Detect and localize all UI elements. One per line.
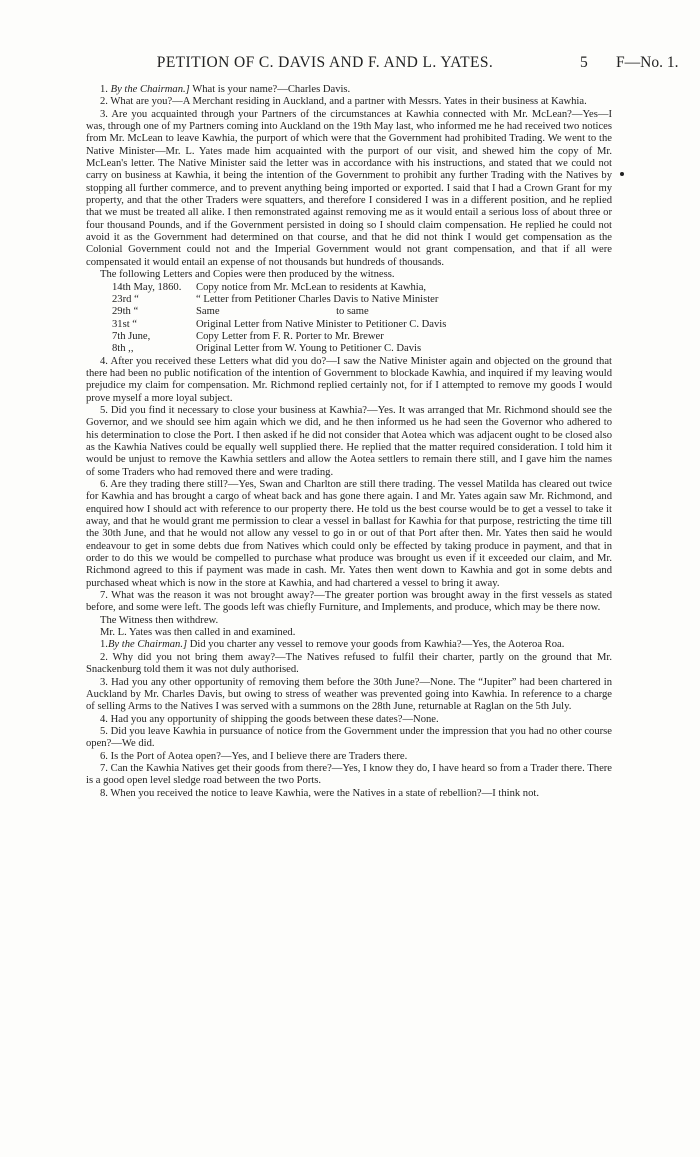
davis-question-3: 3. Are you acquainted through your Partners of the circumstances at Kawhia connected with Mr. McLean?—Yes—I was, through one of my Partners coming into Auckland on the 19th May last, who informed me he had received two notices from Mr. McLean to leave Kawhia, the purport of which were that the Government had prohibited Trading. We went to the Native Minister—Mr. L. Yates made him acquainted with the purport of our visit, and shewed him the copy of Mr. McLean's letter. The Native Minister said the letter was in accordance with his instructions, and stated that we could not carry on business at Kawhia, it being the intention of the Government to prohibit any further Trading with the Natives by stopping all further commerce, and to prevent anything being imported or exported. I said that I had a Crown Grant for my property, and that the other Traders were squatters, and therefore I considered I was in a different position, and he replied that we must be treated all alike. I then remonstrated against removing me as it would entail a serious loss of about three or four thousand Pounds, and if the Government persisted in doing so I should claim compensation. He replied he could not avoid it as the Government had determined on that course, and that he did not think I would get compensation as the Colonial Government could not and the Imperial Government would not grant compensation, and that if all were compensated it would entail an expense of not thousands but hundreds of thousands. <box>86 108 612 268</box>
letters-list <box>112 282 612 356</box>
yates-question-3: 3. Had you any other opportunity of removing them before the 30th June?—None. The “Jupiter” had been chartered in Auckland by Mr. Charles Davis, but owing to stress of weather was prevented going into Kawhia. In reference to a charge of selling Arms to the Natives I was served with a summons on the 28th June, returnable at Raglan on the 5th July. <box>86 676 612 713</box>
letters-intro: The following Letters and Copies were then produced by the witness. <box>100 269 395 281</box>
yates-question-8: 8. When you received the notice to leave Kawhia, were the Natives in a state of rebellion?—I think not. <box>100 787 539 799</box>
letter-item: 14th May, 1860. Copy notice from Mr. McLean to residents at Kawhia, <box>112 281 427 293</box>
davis-question-5: 5. Did you find it necessary to close your business at Kawhia?—Yes. It was arranged that Mr. Richmond should see the Governor, and we should see him again which we did, and he then informed us he had seen the Governor who adhered to his determination to close the Port. I then asked if he did not consider that Aotea which was adjacent ought to be closed also as the Kawhia Natives could be equally well supplied there. He replied that the matter required consideration. I told him it would be unjust to remove the Kawhia settlers and allow the Aotea settlers to remain there still, and I gave him the names of some Traders who had removed there and were trading. <box>86 404 612 478</box>
davis-question-1: 1. By the Chairman.] What is your name?—Charles Davis. <box>100 84 351 95</box>
letter-item: 23rd “ “ Letter from Petitioner Charles Davis to Native Minister <box>112 293 439 305</box>
yates-question-6: 6. Is the Port of Aotea open?—Yes, and I believe there are Traders there. <box>100 750 408 762</box>
yates-question-7: 7. Can the Kawhia Natives get their goods from there?—Yes, I know they do, I have heard so from a Trader there. There is a good open level sledge road between the two Ports. <box>86 762 612 787</box>
yates-question-4: 4. Had you any opportunity of shipping the goods between these dates?—None. <box>100 713 439 725</box>
davis-question-7: 7. What was the reason it was not brought away?—The greater portion was brought away in the first vessels as stated before, and some were left. The goods left was chiefly Furniture, and Implements, and produce, which may be there now. <box>86 590 612 614</box>
davis-question-4: 4. After you received these Letters what did you do?—I saw the Native Minister again and objected on the ground that there had been no public notification of the intention of Government to blockade Kawhia, and inquired if my leaving would prejudice my claim for compensation. Mr. Richmond replied certainly not, for if I attempted to remove my goods I would prove myself a more loyal subject. <box>86 355 612 404</box>
yates-question-1: 1.By the Chairman.] Did you charter any vessel to remove your goods from Kawhia?—Yes, the Aoteroa Roa. <box>100 639 565 651</box>
letter-item: 7th June, Copy Letter from F. R. Porter to Mr. Brewer <box>112 330 384 342</box>
yates-question-5: 5. Did you leave Kawhia in pursuance of notice from the Government under the impression that you had no other course open?—We did. <box>86 725 612 750</box>
chairman-label: By the Chairman.] <box>107 639 188 651</box>
page-header <box>0 54 700 74</box>
document-body <box>86 84 612 800</box>
yates-question-2: 2. Why did you not bring them away?—The Natives refused to fulfil their charter, partly on the ground that Mr. Snackenburg told them it was not duly authorised. <box>86 651 612 676</box>
davis-question-6: 6. Are they trading there still?—Yes, Swan and Charlton are still there trading. The vessel Matilda has cleared out twice for Kawhia and has brought a cargo of wheat back and has gone there again. I and Mr. Yates again saw Mr. Richmond, and enquired how I should act with reference to our property there. He told us the best course would be to get a vessel to take it away, and that he would grant me permission to clear a vessel in ballast for Kawhia for that purpose, restricting the time till the 30th June, and that he would not allow any vessel to go in or out of that Port after then. Mr. Yates then said he would endeavour to get in some debts due from Natives which could only be effected by taking produce in payment, and that in order to do this we would be compelled to purchase what produce was brought us even if it exceeded our claim, and Mr. Richmond agreed to this if payment was made in cash. Mr. Yates then went down to Kawhia and got in some debts and purchased wheat which is now in the store at Kawhia, and had chartered a vessel to bring it away. <box>86 479 612 589</box>
davis-question-2: 2. What are you?—A Merchant residing in Auckland, and a partner with Messrs. Yates in their business at Kawhia. <box>100 96 587 108</box>
margin-mark <box>620 172 624 176</box>
letter-item: 29th “ Same to same <box>112 306 369 318</box>
chairman-label: By the Chairman.] <box>110 84 190 95</box>
yates-called: Mr. L. Yates was then called in and examined. <box>100 627 296 639</box>
page-title: PETITION OF C. DAVIS AND F. AND L. YATES. <box>156 54 494 71</box>
document-reference: F—No. 1. <box>616 54 679 71</box>
witness-withdrew: The Witness then withdrew. <box>100 614 219 626</box>
letter-item: 8th ,, Original Letter from W. Young to Petitioner C. Davis <box>112 343 422 355</box>
letter-item: 31st “ Original Letter from Native Minister to Petitioner C. Davis <box>112 318 447 330</box>
page-number: 5 <box>580 54 588 71</box>
